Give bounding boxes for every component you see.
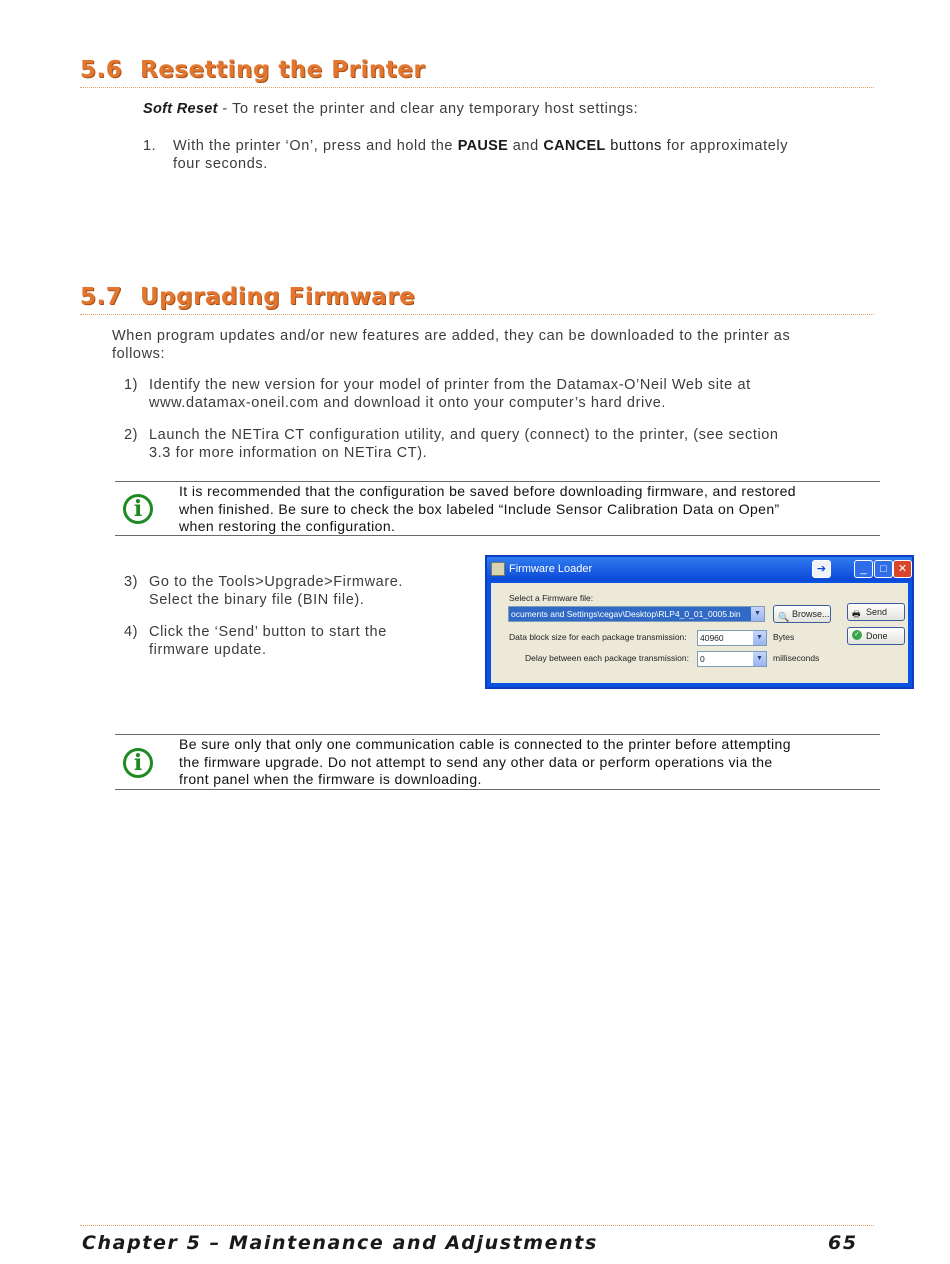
list-number: 1. (143, 138, 157, 154)
firmware-file-combo[interactable] (508, 606, 765, 622)
dialog-titlebar (487, 557, 912, 581)
section-number: 5.6 (80, 57, 123, 83)
search-icon: 🔍 (778, 612, 790, 622)
info-icon: i (123, 748, 153, 778)
chevron-down-icon[interactable]: ▼ (753, 631, 766, 645)
delay-unit-label: milliseconds (773, 653, 820, 663)
note-text (179, 736, 879, 789)
firmware-intro (112, 327, 882, 363)
browse-label: Browse... (792, 609, 830, 619)
note-line: Be sure only that only one communication cable is connected to the printer before attempting (179, 736, 791, 752)
step-text-continued: www.datamax-oneil.com and download it onto your computer’s hard drive. (149, 395, 666, 411)
note-line: when finished. Be sure to check the box labeled “Include Sensor Calibration Data on Open” (179, 500, 780, 517)
section-title: Upgrading Firmware (140, 284, 416, 310)
delay-combo[interactable] (697, 651, 767, 667)
heading-rule (80, 314, 874, 315)
cancel-key: CANCEL (543, 138, 606, 154)
block-size-label: Data block size for each package transmission: (509, 632, 687, 642)
done-button[interactable] (847, 627, 905, 645)
section-5-6-heading (80, 57, 425, 83)
step-text-continued: firmware update. (149, 642, 267, 658)
delay-label: Delay between each package transmission: (525, 653, 689, 663)
done-label: Done (866, 631, 888, 641)
dialog-body (491, 583, 908, 683)
soft-reset-paragraph (143, 100, 863, 118)
list-number: 4) (124, 624, 139, 640)
browse-button[interactable] (773, 605, 831, 623)
firmware-loader-dialog (485, 555, 914, 689)
pause-key: PAUSE (457, 138, 509, 154)
heading-rule (80, 87, 874, 88)
step-text: Click the ‘Send’ button to start the (149, 624, 387, 640)
maximize-icon[interactable]: □ (874, 560, 893, 578)
soft-reset-text: - To reset the printer and clear any temporary host settings: (217, 101, 639, 117)
firmware-step-3 (124, 573, 474, 609)
block-size-value: 40960 (700, 633, 724, 643)
select-file-label: Select a Firmware file: (509, 593, 594, 603)
intro-line: When program updates and/or new features are added, they can be downloaded to the printer as (112, 328, 791, 344)
list-number: 1) (124, 377, 139, 393)
footer-rule (80, 1225, 874, 1226)
delay-value: 0 (700, 654, 705, 664)
step-text-continued: 3.3 for more information on NETira CT). (149, 445, 428, 461)
step-text: buttons (605, 138, 662, 154)
step-text: for approximately (662, 138, 789, 154)
step-text: Go to the Tools>Upgrade>Firmware. (149, 574, 404, 590)
dialog-title: Firmware Loader (509, 563, 593, 575)
firmware-step-1 (124, 376, 884, 412)
chevron-down-icon[interactable]: ▼ (753, 652, 766, 666)
section-title: Resetting the Printer (140, 57, 426, 83)
list-number: 2) (124, 427, 139, 443)
close-icon[interactable]: ✕ (893, 560, 912, 578)
send-button[interactable] (847, 603, 905, 621)
footer-chapter: Chapter 5 – Maintenance and Adjustments (82, 1232, 598, 1254)
note-line: when restoring the configuration. (179, 518, 396, 534)
note-box (115, 481, 880, 536)
firmware-step-2 (124, 426, 884, 462)
section-number: 5.7 (80, 284, 123, 310)
minimize-icon[interactable]: _ (854, 560, 873, 578)
firmware-file-value: ocuments and Settings\cegav\Desktop\RLP4_0_01_0005.bin (511, 609, 741, 619)
note-box (115, 734, 880, 790)
block-size-combo[interactable] (697, 630, 767, 646)
note-line: It is recommended that the configuration be saved before downloading firmware, and restored (179, 483, 796, 499)
info-icon: i (123, 494, 153, 524)
firmware-step-4 (124, 623, 474, 659)
step-text: Identify the new version for your model of printer from the Datamax-O’Neil Web site at (149, 377, 751, 393)
section-5-7-heading (80, 284, 415, 310)
reset-step-1 (143, 137, 883, 173)
list-number: 3) (124, 574, 139, 590)
chevron-down-icon[interactable]: ▼ (751, 607, 764, 621)
soft-reset-label: Soft Reset (143, 101, 218, 117)
app-icon (491, 562, 505, 576)
check-icon: ✓ (852, 630, 862, 640)
send-label: Send (866, 607, 888, 617)
step-text: and (508, 138, 544, 154)
step-text: Launch the NETira CT configuration utility, and query (connect) to the printer, (see section (149, 427, 779, 443)
arrow-icon[interactable]: ➔ (812, 560, 831, 578)
note-line: the firmware upgrade. Do not attempt to send any other data or perform operations via the (179, 753, 773, 770)
step-text-continued: Select the binary file (BIN file). (149, 592, 365, 608)
printer-icon: 🖶 (852, 609, 861, 619)
note-line: front panel when the firmware is downloading. (179, 771, 482, 787)
step-text: With the printer ‘On’, press and hold the (173, 138, 458, 154)
block-unit-label: Bytes (773, 632, 795, 642)
page-number: 65 (828, 1232, 858, 1254)
note-text (179, 483, 879, 536)
step-text-continued: four seconds. (173, 156, 268, 172)
intro-line: follows: (112, 346, 166, 362)
